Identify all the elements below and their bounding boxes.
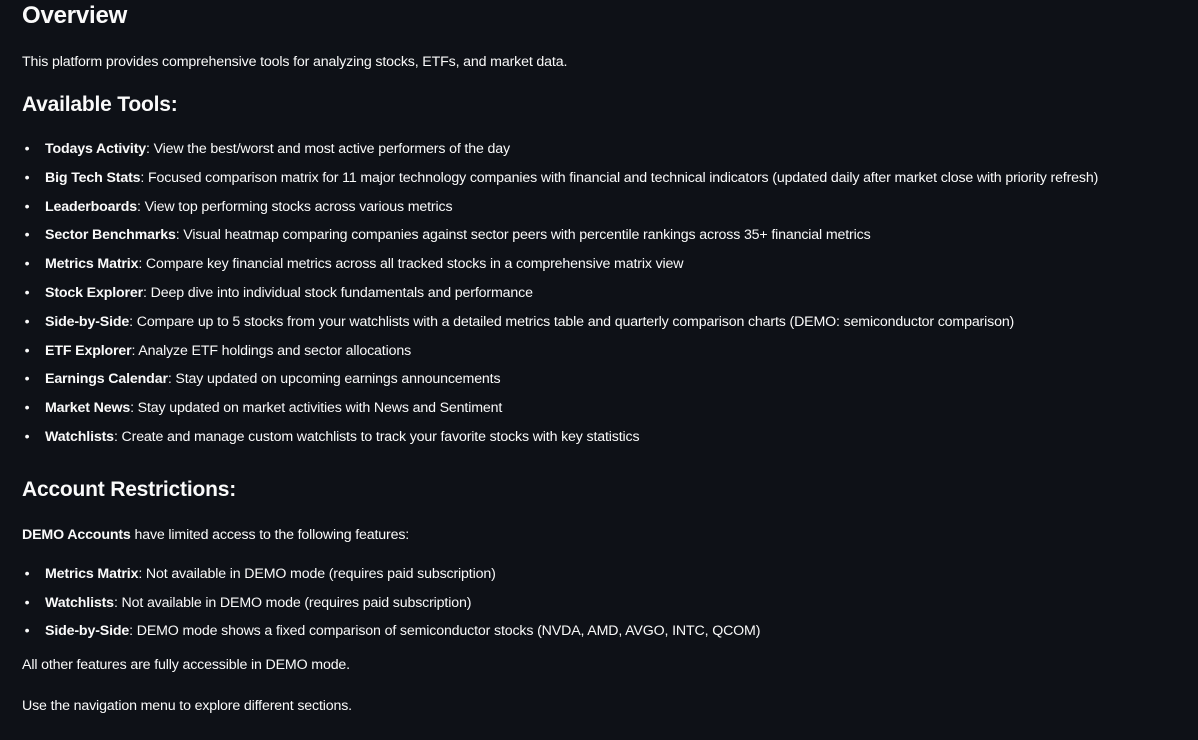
- list-item-leaderboards: [22, 198, 1198, 227]
- tool-name: Market News: [45, 400, 131, 417]
- list-item-etf-explorer: [22, 342, 1198, 371]
- restriction-name: Metrics Matrix: [45, 565, 139, 582]
- list-item-todays-activity: [22, 140, 1198, 169]
- restriction-desc: : Not available in DEMO mode (requires paid subscription): [113, 594, 472, 611]
- bullet-icon: •: [24, 565, 30, 582]
- bullet-icon: •: [24, 342, 30, 359]
- bullet-icon: •: [24, 313, 30, 330]
- bullet-icon: •: [24, 141, 30, 157]
- tool-desc: : Stay updated on market activities with News and Sentiment: [130, 400, 503, 417]
- demo-accounts-text: have limited access to the following features:: [130, 526, 410, 543]
- list-item-market-news: [22, 399, 1198, 428]
- tool-name: Sector Benchmarks: [45, 227, 176, 244]
- tool-name: Earnings Calendar: [45, 371, 168, 388]
- restriction-desc: : Not available in DEMO mode (requires paid subscription): [138, 565, 496, 582]
- list-item-earnings-calendar: [22, 370, 1198, 399]
- bullet-icon: •: [24, 371, 30, 388]
- tool-name: Big Tech Stats: [45, 169, 141, 186]
- tool-name: ETF Explorer: [45, 342, 132, 359]
- bullet-icon: •: [24, 198, 30, 215]
- list-item-sector-benchmarks: [22, 226, 1198, 255]
- tool-name: Watchlists: [45, 428, 114, 445]
- navigation-hint: Use the navigation menu to explore different sections.: [22, 698, 352, 715]
- tool-desc: : Analyze ETF holdings and sector allocations: [131, 342, 412, 359]
- list-item-restriction-watchlists: [22, 594, 1198, 623]
- tool-name: Stock Explorer: [45, 284, 144, 301]
- list-item-watchlists: [22, 428, 1198, 457]
- tool-desc: : Compare key financial metrics across all tracked stocks in a comprehensive matrix view: [138, 256, 684, 273]
- tool-name: Todays Activity: [45, 141, 147, 157]
- bullet-icon: •: [24, 400, 30, 417]
- tool-desc: : Visual heatmap comparing companies against sector peers with percentile rankings across 35+ financial metrics: [175, 227, 871, 244]
- bullet-icon: •: [24, 594, 30, 611]
- demo-accounts-note: [22, 526, 1198, 544]
- bullet-icon: •: [24, 284, 30, 301]
- bullet-icon: •: [24, 169, 30, 186]
- tool-desc: : Compare up to 5 stocks from your watchlists with a detailed metrics table and quarterly comparison charts (DEMO: semiconductor comparison): [129, 313, 1015, 330]
- list-item-big-tech-stats: [22, 169, 1198, 198]
- tool-desc: : Focused comparison matrix for 11 major technology companies with financial and technical indicators (updated daily after market close with priority refresh): [140, 169, 1099, 186]
- tool-name: Side-by-Side: [45, 313, 130, 330]
- list-item-stock-explorer: [22, 284, 1198, 313]
- tool-desc: : Stay updated on upcoming earnings announcements: [167, 371, 501, 388]
- restriction-desc: : DEMO mode shows a fixed comparison of semiconductor stocks (NVDA, AMD, AVGO, INTC, QCOM): [129, 623, 761, 640]
- tool-desc: : Create and manage custom watchlists to track your favorite stocks with key statistics: [113, 428, 640, 445]
- tool-desc: : Deep dive into individual stock fundamentals and performance: [143, 284, 533, 301]
- account-restrictions-heading: Account Restrictions:: [22, 477, 236, 501]
- page-title: Overview: [22, 2, 128, 29]
- available-tools-heading: Available Tools:: [22, 93, 178, 116]
- demo-accounts-label: DEMO Accounts: [22, 526, 131, 543]
- restrictions-list: [22, 565, 1198, 651]
- tool-desc: : View top performing stocks across various metrics: [137, 198, 453, 215]
- list-item-metrics-matrix: [22, 255, 1198, 284]
- list-item-restriction-metrics-matrix: [22, 565, 1198, 594]
- bullet-icon: •: [24, 623, 30, 640]
- bullet-icon: •: [24, 227, 30, 244]
- restriction-name: Watchlists: [45, 594, 114, 611]
- restriction-name: Side-by-Side: [45, 623, 130, 640]
- other-features-note: All other features are fully accessible in DEMO mode.: [22, 657, 350, 674]
- tools-list: [22, 140, 1198, 457]
- bullet-icon: •: [24, 428, 30, 445]
- intro-text: This platform provides comprehensive tools for analyzing stocks, ETFs, and market data.: [22, 54, 568, 70]
- list-item-side-by-side: [22, 313, 1198, 342]
- tool-desc: : View the best/worst and most active performers of the day: [146, 141, 510, 157]
- tool-name: Leaderboards: [45, 198, 138, 215]
- bullet-icon: •: [24, 256, 30, 273]
- tool-name: Metrics Matrix: [45, 256, 139, 273]
- list-item-restriction-side-by-side: [22, 622, 1198, 651]
